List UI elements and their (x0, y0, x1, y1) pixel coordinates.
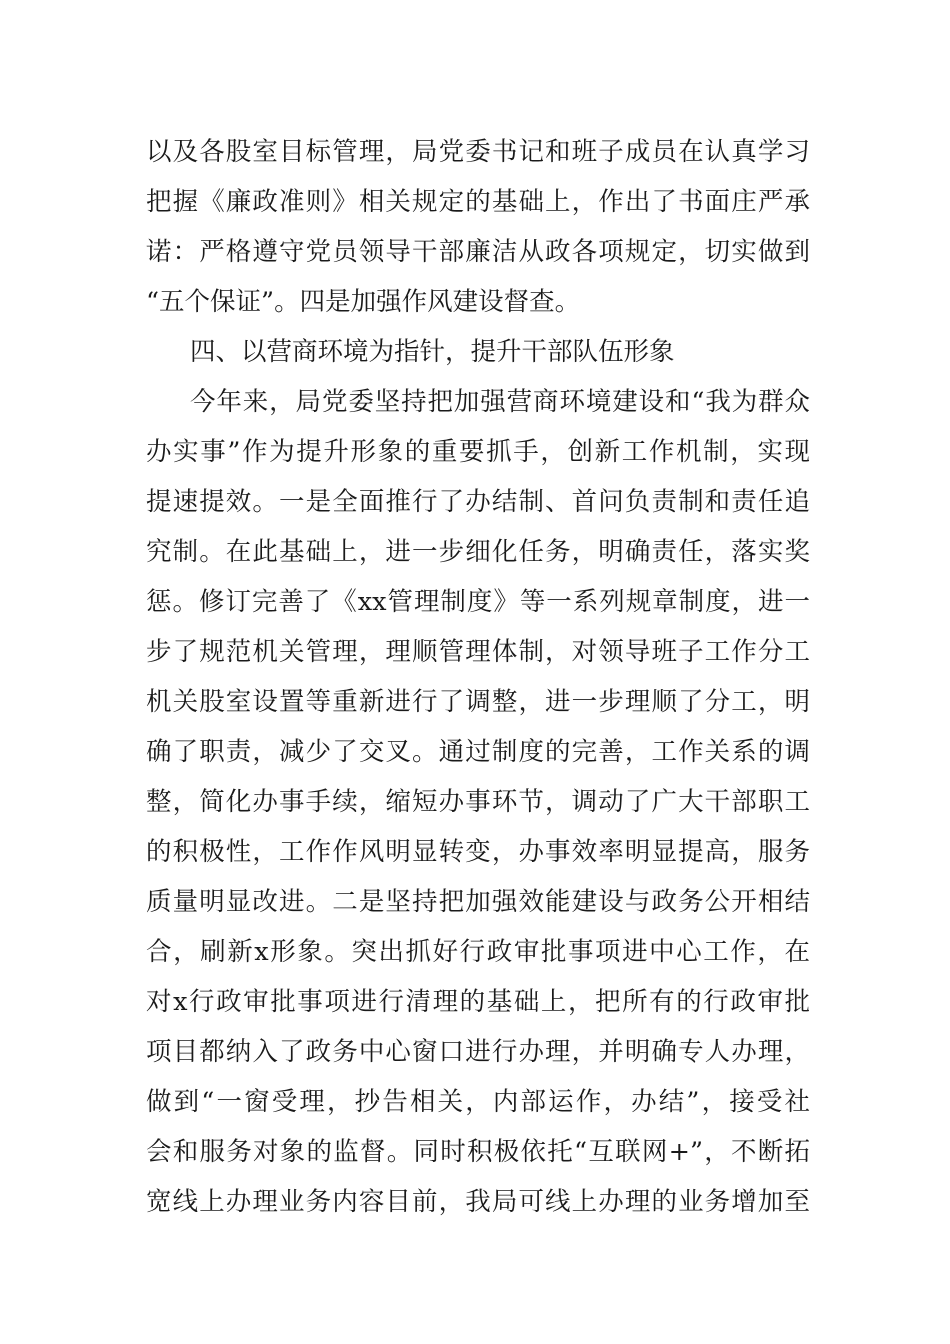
text-line: 质量明显改进。二是坚持把加强效能建设与政务公开相结 (146, 887, 810, 917)
text-line: 惩。修订完善了《xx管理制度》等一系列规章制度，进一 (146, 587, 810, 617)
text-line: 的积极性，工作作风明显转变，办事效率明显提高，服务 (146, 837, 810, 867)
text-line: 合，刷新x形象。突出抓好行政审批事项进中心工作，在 (146, 937, 810, 967)
text-line: 确了职责，减少了交叉。通过制度的完善，工作关系的调 (146, 737, 810, 767)
text-line: 办实事”作为提升形象的重要抓手，创新工作机制，实现 (146, 437, 810, 467)
text-line: 步了规范机关管理，理顺管理体制，对领导班子工作分工 (146, 637, 810, 667)
body-text (146, 127, 810, 1227)
text-line: 四、以营商环境为指针，提升干部队伍形象 (190, 337, 675, 367)
text-line: 以及各股室目标管理，局党委书记和班子成员在认真学习 (146, 137, 810, 167)
text-line: 项目都纳入了政务中心窗口进行办理，并明确专人办理， (146, 1037, 810, 1067)
text-line: 做到“一窗受理，抄告相关，内部运作，办结”，接受社 (146, 1087, 810, 1117)
text-line: 诺：严格遵守党员领导干部廉洁从政各项规定，切实做到 (146, 237, 810, 267)
text-line: 整，简化办事手续，缩短办事环节，调动了广大干部职工 (146, 787, 810, 817)
text-line: 会和服务对象的监督。同时积极依托“互联网+”，不断拓 (146, 1137, 810, 1167)
text-line: 机关股室设置等重新进行了调整，进一步理顺了分工，明 (146, 687, 810, 717)
text-line: “五个保证”。四是加强作风建设督查。 (146, 287, 581, 317)
text-line: 提速提效。一是全面推行了办结制、首问负责制和责任追 (146, 487, 810, 517)
text-line: 今年来，局党委坚持把加强营商环境建设和“我为群众 (190, 387, 810, 417)
text-line: 宽线上办理业务内容目前，我局可线上办理的业务增加至 (146, 1187, 810, 1217)
text-line: 把握《廉政准则》相关规定的基础上，作出了书面庄严承 (146, 187, 810, 217)
text-line: 究制。在此基础上，进一步细化任务，明确责任，落实奖 (146, 537, 810, 567)
text-line: 对x行政审批事项进行清理的基础上，把所有的行政审批 (146, 987, 810, 1017)
